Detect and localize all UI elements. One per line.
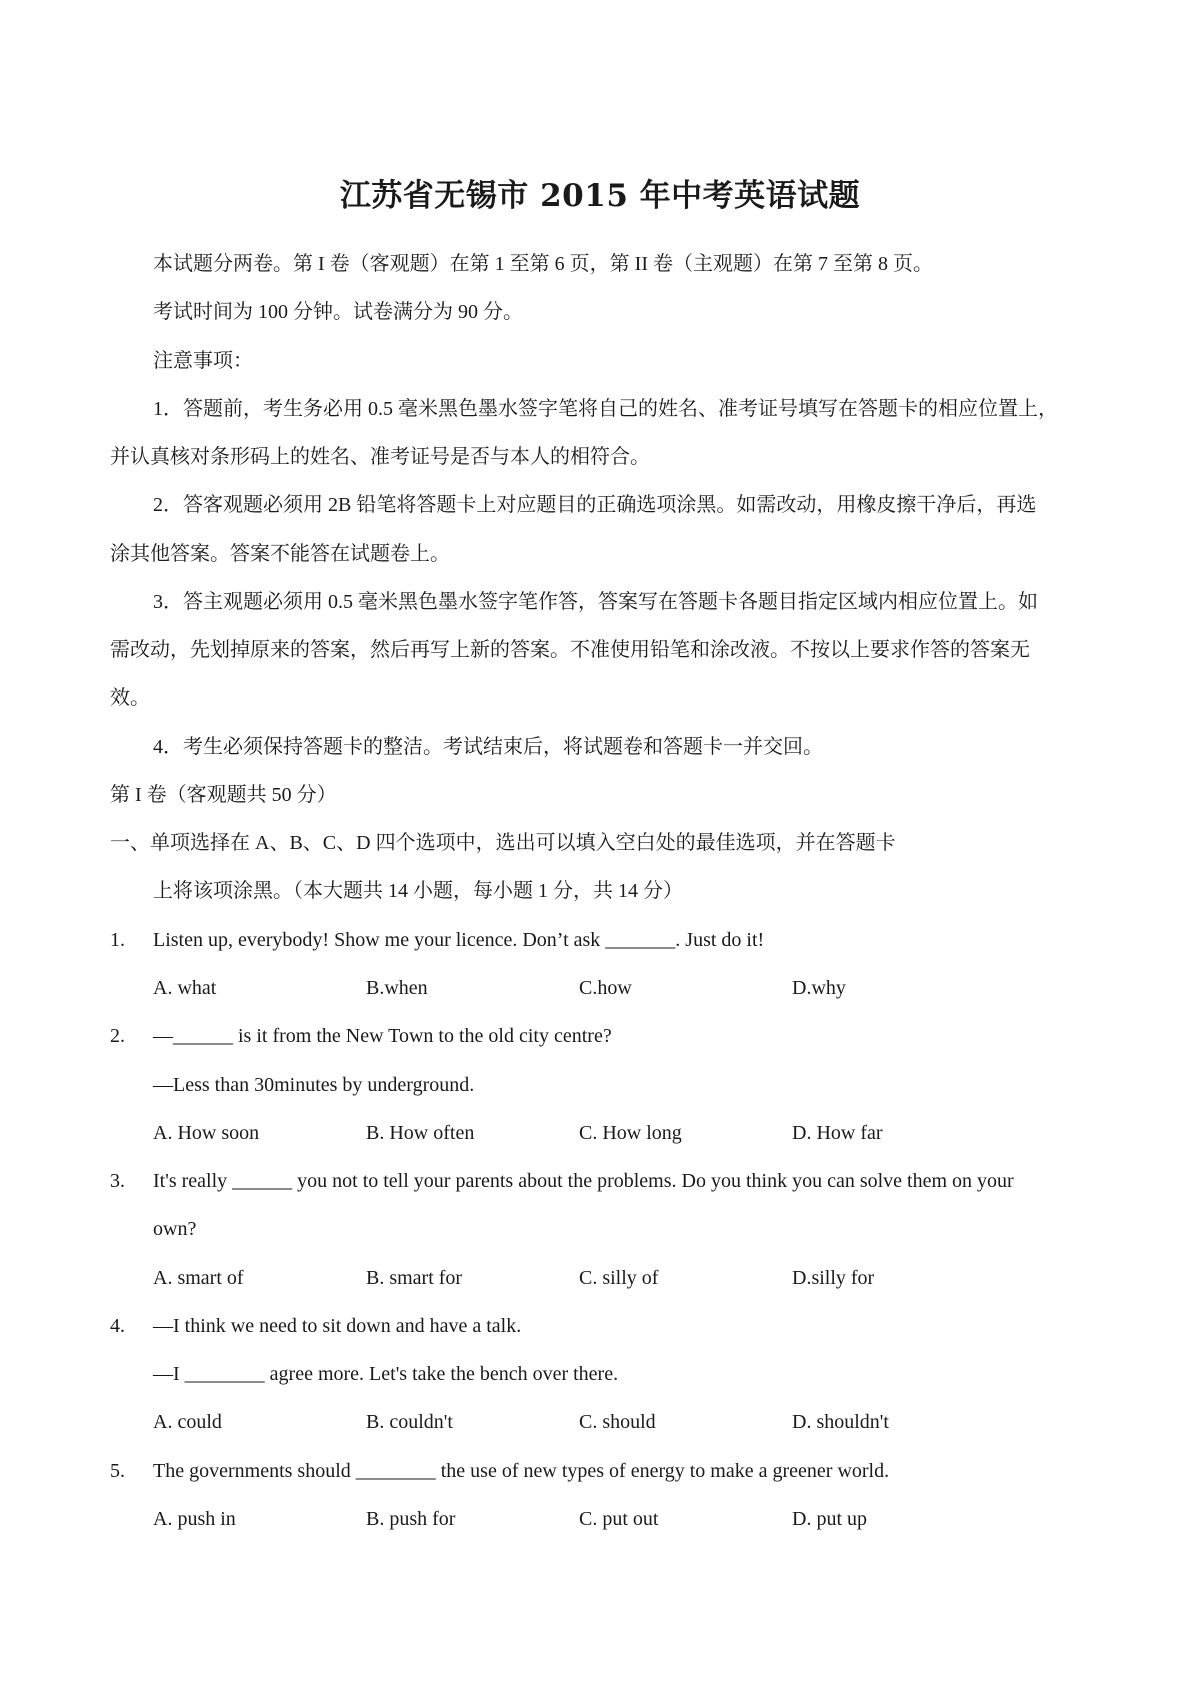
part-heading: 第 I 卷（客观题共 50 分）	[110, 784, 337, 806]
note-2-line: 涂其他答案。答案不能答在试题卷上。	[110, 543, 450, 565]
question-text: —Less than 30minutes by underground.	[153, 1074, 475, 1096]
section-instruction: 上将该项涂黑。（本大题共 14 小题，每小题 1 分，共 14 分）	[153, 880, 683, 902]
note-1-line: 1．答题前，考生务必用 0.5 毫米黑色墨水签字笔将自己的姓名、准考证号填写在答题卡的相应位置上，	[153, 398, 1058, 420]
option-c: C. silly of	[579, 1267, 659, 1289]
option-d: D.silly for	[792, 1267, 875, 1289]
question-number: 2.	[110, 1025, 125, 1047]
note-2-line: 2．答客观题必须用 2B 铅笔将答题卡上对应题目的正确选项涂黑。如需改动，用橡皮擦干净后，再选	[153, 494, 1037, 516]
option-c: C. How long	[579, 1122, 682, 1144]
option-b: B. How often	[366, 1122, 475, 1144]
option-d: D. put up	[792, 1508, 867, 1530]
section-instruction: 一、单项选择在 A、B、C、D 四个选项中，选出可以填入空白处的最佳选项，并在答题卡	[110, 832, 896, 854]
question-text: —I think we need to sit down and have a talk.	[153, 1315, 522, 1337]
option-d: D.why	[792, 977, 846, 999]
option-c: C. should	[579, 1411, 656, 1433]
question-text: The governments should ________ the use of new types of energy to make a greener world.	[153, 1460, 890, 1482]
intro-line: 注意事项：	[153, 350, 253, 372]
question-text: Listen up, everybody! Show me your licence. Don’t ask _______. Just do it!	[153, 929, 765, 951]
question-number: 3.	[110, 1170, 125, 1192]
intro-line: 考试时间为 100 分钟。试卷满分为 90 分。	[153, 301, 523, 323]
option-a: A. push in	[153, 1508, 236, 1530]
intro-line: 本试题分两卷。第 I 卷（客观题）在第 1 至第 6 页，第 II 卷（主观题）在第 7 至第 8 页。	[153, 253, 933, 275]
question-number: 4.	[110, 1315, 125, 1337]
question-text: own?	[153, 1218, 197, 1240]
option-a: A. what	[153, 977, 217, 999]
option-b: B.when	[366, 977, 428, 999]
option-a: A. could	[153, 1411, 222, 1433]
note-1-line: 并认真核对条形码上的姓名、准考证号是否与本人的相符合。	[110, 446, 650, 468]
option-d: D. shouldn't	[792, 1411, 889, 1433]
note-4-line: 4．考生必须保持答题卡的整洁。考试结束后，将试题卷和答题卡一并交回。	[153, 736, 823, 758]
question-text: It's really ______ you not to tell your parents about the problems. Do you think you can solve them on your	[153, 1170, 1014, 1192]
option-d: D. How far	[792, 1122, 883, 1144]
question-text: —I ________ agree more. Let's take the bench over there.	[153, 1363, 619, 1385]
option-a: A. How soon	[153, 1122, 260, 1144]
page-title: 江苏省无锡市 2015 年中考英语试题	[339, 178, 861, 214]
question-number: 5.	[110, 1460, 125, 1482]
option-c: C.how	[579, 977, 632, 999]
option-a: A. smart of	[153, 1267, 244, 1289]
option-b: B. couldn't	[366, 1411, 453, 1433]
option-b: B. smart for	[366, 1267, 463, 1289]
option-b: B. push for	[366, 1508, 456, 1530]
question-number: 1.	[110, 929, 125, 951]
question-text: —______ is it from the New Town to the old city centre?	[153, 1025, 612, 1047]
note-3-line: 需改动，先划掉原来的答案，然后再写上新的答案。不准使用铅笔和涂改液。不按以上要求作答的答案无	[110, 639, 1030, 661]
note-3-line: 3．答主观题必须用 0.5 毫米黑色墨水签字笔作答，答案写在答题卡各题目指定区域内相应位置上。如	[153, 591, 1038, 613]
note-3-line: 效。	[110, 687, 150, 709]
option-c: C. put out	[579, 1508, 659, 1530]
